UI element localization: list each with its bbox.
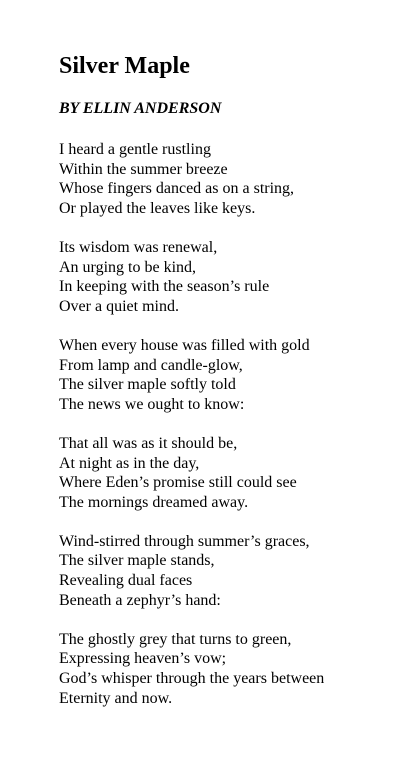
poem-line: That all was as it should be,	[59, 434, 238, 452]
poem-line: In keeping with the season’s rule	[59, 278, 270, 296]
poem-line: Whose fingers danced as on a string,	[59, 180, 295, 198]
stanza-3	[59, 336, 404, 414]
poem-line: Revealing dual faces	[59, 572, 193, 590]
poem-line: From lamp and candle-glow,	[59, 356, 243, 374]
poem-line: I heard a gentle rustling	[59, 141, 211, 158]
poem-body	[59, 140, 404, 728]
poem-line: Beneath a zephyr’s hand:	[59, 591, 221, 609]
poem-line: Expressing heaven’s vow;	[59, 650, 227, 668]
poem-line: Within the summer breeze	[59, 160, 228, 178]
poem-line: At night as in the day,	[59, 454, 200, 472]
poem-line: When every house was filled with gold	[59, 336, 310, 354]
poem-line: Wind-stirred through summer’s graces,	[59, 532, 310, 550]
stanza-1	[59, 140, 404, 218]
poem-line: God’s whisper through the years between	[59, 670, 325, 688]
stanza-4	[59, 434, 404, 512]
poem-line: The silver maple softly told	[59, 376, 236, 394]
poem-byline: BY ELLIN ANDERSON	[59, 100, 222, 117]
poem-title: Silver Maple	[59, 53, 190, 79]
poem-line: Over a quiet mind.	[59, 297, 179, 315]
poem-line: Or played the leaves like keys.	[59, 199, 256, 217]
poem-line: The mornings dreamed away.	[59, 493, 249, 511]
stanza-2	[59, 238, 404, 316]
poem-line: Where Eden’s promise still could see	[59, 474, 297, 492]
stanza-6	[59, 630, 404, 708]
poem-line: Its wisdom was renewal,	[59, 238, 218, 256]
stanza-5	[59, 532, 404, 610]
poem-line: Eternity and now.	[59, 689, 173, 707]
poem-line: The news we ought to know:	[59, 395, 245, 413]
poem-line: An urging to be kind,	[59, 258, 197, 276]
poem-line: The ghostly grey that turns to green,	[59, 630, 292, 648]
poem-line: The silver maple stands,	[59, 552, 215, 570]
